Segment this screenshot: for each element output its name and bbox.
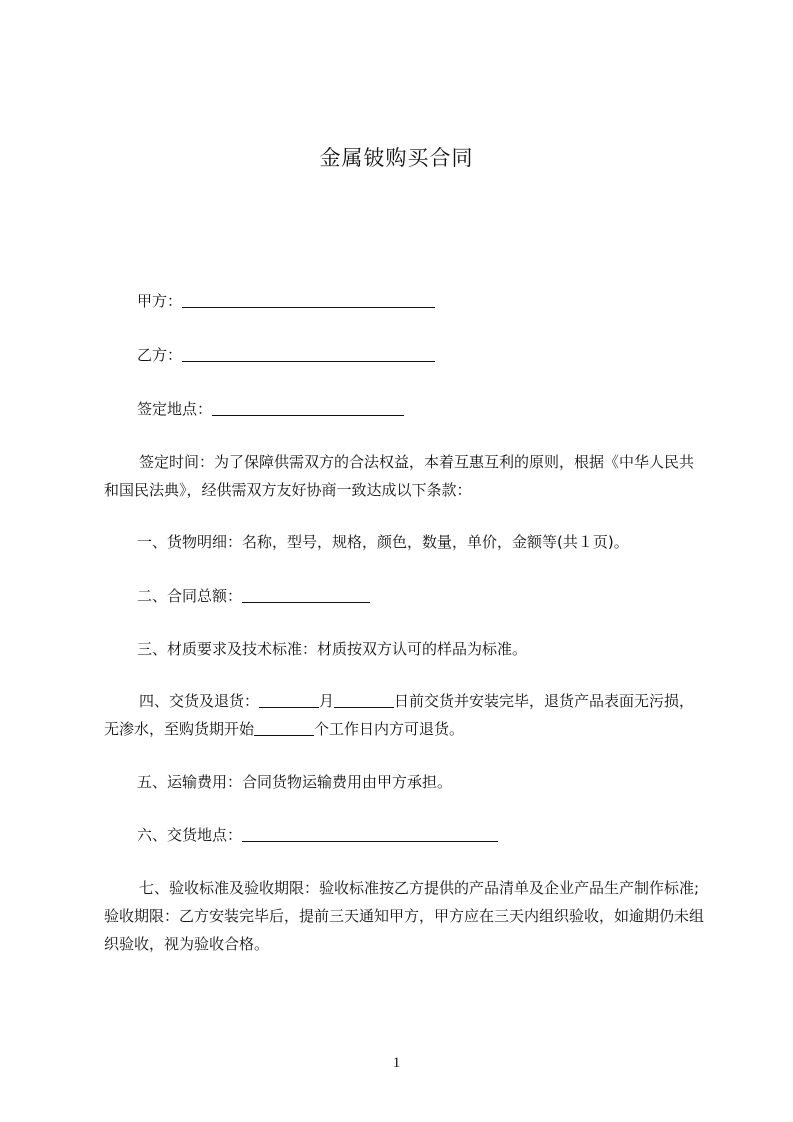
clause-4-month: 月 — [319, 692, 335, 710]
document-title: 金属铍购买合同 — [319, 146, 474, 170]
page-number: 1 — [392, 1055, 401, 1071]
party-b-blank — [182, 345, 435, 362]
month-blank — [259, 691, 319, 708]
clause-3: 三、材质要求及技术标准：材质按双方认可的样品为标准。 — [137, 640, 528, 658]
clause-6-line — [137, 823, 498, 847]
clause-4-prefix: 四、交货及退货： — [139, 692, 260, 710]
clause-2-label: 二、合同总额： — [137, 587, 243, 605]
sign-place-line — [137, 397, 404, 421]
day-blank — [334, 691, 394, 708]
party-b-label: 乙方： — [137, 346, 183, 364]
clause-4-suffix: 个工作日内方可退货。 — [314, 720, 465, 738]
clause-6-label: 六、交货地点： — [137, 826, 243, 844]
clause-4-paragraph — [104, 687, 704, 743]
party-a-blank — [182, 291, 435, 308]
clause-1: 一、货物明细：名称，型号，规格，颜色，数量，单价，金额等(共１页)。 — [137, 533, 629, 551]
delivery-place-blank — [242, 825, 498, 842]
intro-paragraph: 签定时间：为了保障供需双方的合法权益，本着互惠互利的原则，根据《中华人民共和国民法典》，经供需双方友好协商一致达成以下条款： — [104, 453, 695, 499]
clause-5: 五、运输费用：合同货物运输费用由甲方承担。 — [137, 773, 453, 791]
sign-place-blank — [212, 399, 404, 416]
clause-4-middle: 日前交货并安装完毕，退货产品表面无污损，无渗水，至购货期开始 — [104, 692, 695, 738]
party-a-line — [137, 289, 435, 313]
total-amount-blank — [242, 586, 370, 603]
party-b-line — [137, 343, 435, 367]
sign-place-label: 签定地点： — [137, 400, 213, 418]
clause-7-paragraph: 七、验收标准及验收期限：验收标准按乙方提供的产品清单及企业产品生产制作标准;验收期限：乙方安装完毕后，提前三天通知甲方，甲方应在三天内组织验收，如逾期仍未组织验收，视为验收合格。 — [104, 879, 705, 953]
clause-2-line — [137, 584, 370, 608]
party-a-label: 甲方： — [137, 292, 183, 310]
return-days-blank — [254, 719, 314, 736]
